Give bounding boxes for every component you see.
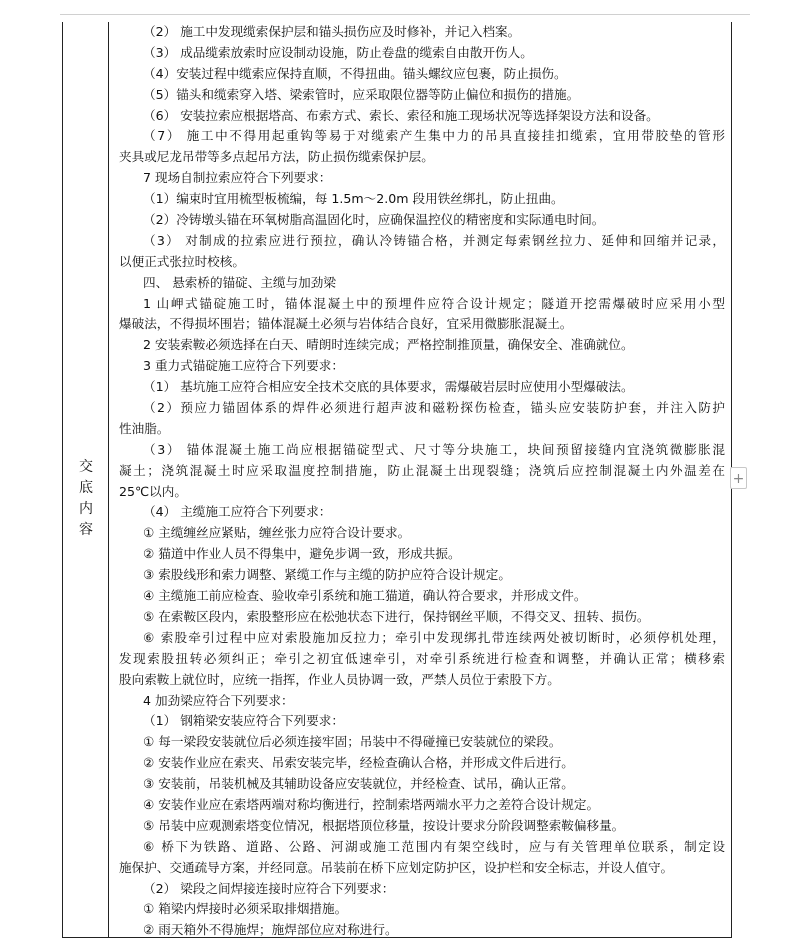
text-line: （3） 对制成的拉索应进行预拉，确认冷铸锚合格，并测定每索钢丝拉力、延伸和回缩并记录，: [143, 232, 725, 248]
text-line: 3 重力式锚碇施工应符合下列要求：: [143, 358, 344, 374]
text-line: 四、 悬索桥的锚碇、主缆与加劲梁: [143, 274, 336, 290]
text-line: 发现索股扭转必须纠正；牵引之初宜低速牵引，对牵引系统进行检查和调整，并确认正常；横移索: [119, 650, 725, 666]
text-line: ③ 索股线形和索力调整、紧缆工作与主缆的防护应符合设计规定。: [143, 567, 511, 583]
text-line: ② 安装作业应在索夹、吊索安装完毕，经检查确认合格，并形成文件后进行。: [143, 755, 574, 771]
text-line: 股向索鞍上就位时，应统一指挥，作业人员协调一致，严禁人员位于索股下方。: [119, 671, 560, 687]
label-cell: [63, 22, 109, 937]
text-line: ② 雨天箱外不得施焊；施焊部位应对称进行。: [143, 922, 398, 938]
text-line: （3） 锚体混凝土施工尚应根据锚碇型式、尺寸等分块施工，块间预留接缝内宜浇筑微膨胀混: [143, 441, 725, 457]
text-line: （1） 基坑施工应符合相应安全技术交底的具体要求，需爆破岩层时应使用小型爆破法。: [143, 379, 634, 395]
text-line: ② 猫道中作业人员不得集中，避免步调一致，形成共振。: [143, 546, 461, 562]
text-line: ⑥ 桥下为铁路、道路、公路、河湖或施工范围内有架空线时，应与有关管理单位联系，制定设: [143, 838, 725, 854]
text-line: ① 每一梁段安装就位后必须连接牢固；吊装中不得碰撞已安装就位的梁段。: [143, 734, 562, 750]
add-row-handle[interactable]: +: [730, 467, 747, 489]
text-line: （4）安装过程中缆索应保持直顺，不得扭曲。锚头螺纹应包裹，防止损伤。: [143, 65, 567, 81]
text-line: 爆破法，不得损坏围岩；锚体混凝土必须与岩体结合良好，宜采用微膨胀混凝土。: [119, 316, 573, 332]
text-line: ⑥ 索股牵引过程中应对索股施加反拉力；牵引中发现绑扎带连续两处被切断时，必须停机处理，: [143, 629, 725, 645]
text-line: ③ 安装前，吊装机械及其辅助设备应安装就位，并经检查、试吊，确认正常。: [143, 776, 574, 792]
text-line: 以便正式张拉时校核。: [119, 253, 245, 269]
text-line: （7） 施工中不得用起重钩等易于对缆索产生集中力的吊具直接挂扣缆索，宜用带胶垫的管形: [143, 128, 725, 144]
text-line: （3） 成品缆索放索时应设制动设施，防止卷盘的缆索自由散开伤人。: [143, 44, 533, 60]
text-line: 凝土；浇筑混凝土时应采取温度控制措施，防止混凝土出现裂缝；浇筑后应控制混凝土内外温差在: [119, 462, 725, 478]
label-char: 交: [79, 459, 93, 475]
text-line: ⑤ 吊装中应观测索塔变位情况，根据塔顶位移量，按设计要求分阶段调整索鞍偏移量。: [143, 817, 625, 833]
text-line: 夹具或尼龙吊带等多点起吊方法，防止损伤缆索保护层。: [119, 149, 434, 165]
label-char: 内: [79, 501, 93, 517]
label-text: [63, 457, 109, 541]
text-line: （1）编束时宜用梳型板梳编，每 1.5m～2.0m 段用铁丝绑扎，防止扭曲。: [143, 191, 564, 207]
label-char: 容: [79, 522, 93, 538]
text-line: ① 主缆缠丝应紧贴，缠丝张力应符合设计要求。: [143, 525, 411, 541]
text-line: ④ 主缆施工前应检查、验收牵引系统和施工猫道，确认符合要求，并形成文件。: [143, 588, 587, 604]
label-char: 底: [79, 480, 93, 496]
text-line: （2）冷铸墩头锚在环氧树脂高温固化时，应确保温控仪的精密度和实际通电时间。: [143, 212, 605, 228]
text-line: （1） 钢箱梁安装应符合下列要求：: [143, 713, 344, 729]
text-line: （5）锚头和缆索穿入塔、梁索管时，应采取限位器等防止偏位和损伤的措施。: [143, 86, 580, 102]
text-line: 2 安装索鞍必须选择在白天、晴朗时连续完成；严格控制推顶量，确保安全、准确就位。: [143, 337, 634, 353]
text-line: 25℃以内。: [119, 483, 187, 499]
page-top-rule: [60, 14, 750, 15]
text-line: （2） 梁段之间焊接连接时应符合下列要求：: [143, 880, 395, 896]
text-line: （2）预应力锚固体系的焊件必须进行超声波和磁粉探伤检查，锚头应安装防护套，并注入防护: [143, 400, 725, 416]
disclosure-table: [62, 22, 732, 938]
text-line: 7 现场自制拉索应符合下列要求：: [143, 170, 332, 186]
text-line: ① 箱梁内焊接时必须采取排烟措施。: [143, 901, 348, 917]
content-cell: [110, 22, 731, 937]
text-line: 1 山岬式锚碇施工时，锚体混凝土中的预埋件应符合设计规定；隧道开挖需爆破时应采用小型: [143, 295, 725, 311]
text-line: 施保护、交通疏导方案，并经同意。吊装前在桥下应划定防护区，设护栏和安全标志，并设人值守。: [119, 859, 674, 875]
text-line: （2） 施工中发现缆索保护层和锚头损伤应及时修补，并记入档案。: [143, 24, 521, 39]
text-line: ⑤ 在索鞍区段内，索股整形应在松弛状态下进行，保持钢丝平顺，不得交叉、扭转、损伤。: [143, 608, 650, 624]
text-line: （6） 安装拉索应根据塔高、布索方式、索长、索径和施工现场状况等选择架设方法和设备。: [143, 107, 659, 123]
text-line: ④ 安装作业应在索塔两端对称均衡进行，控制索塔两端水平力之差符合设计规定。: [143, 796, 600, 812]
text-line: 4 加劲梁应符合下列要求：: [143, 692, 294, 708]
text-line: （4） 主缆施工应符合下列要求：: [143, 504, 332, 520]
text-line: 性油脂。: [119, 420, 170, 436]
